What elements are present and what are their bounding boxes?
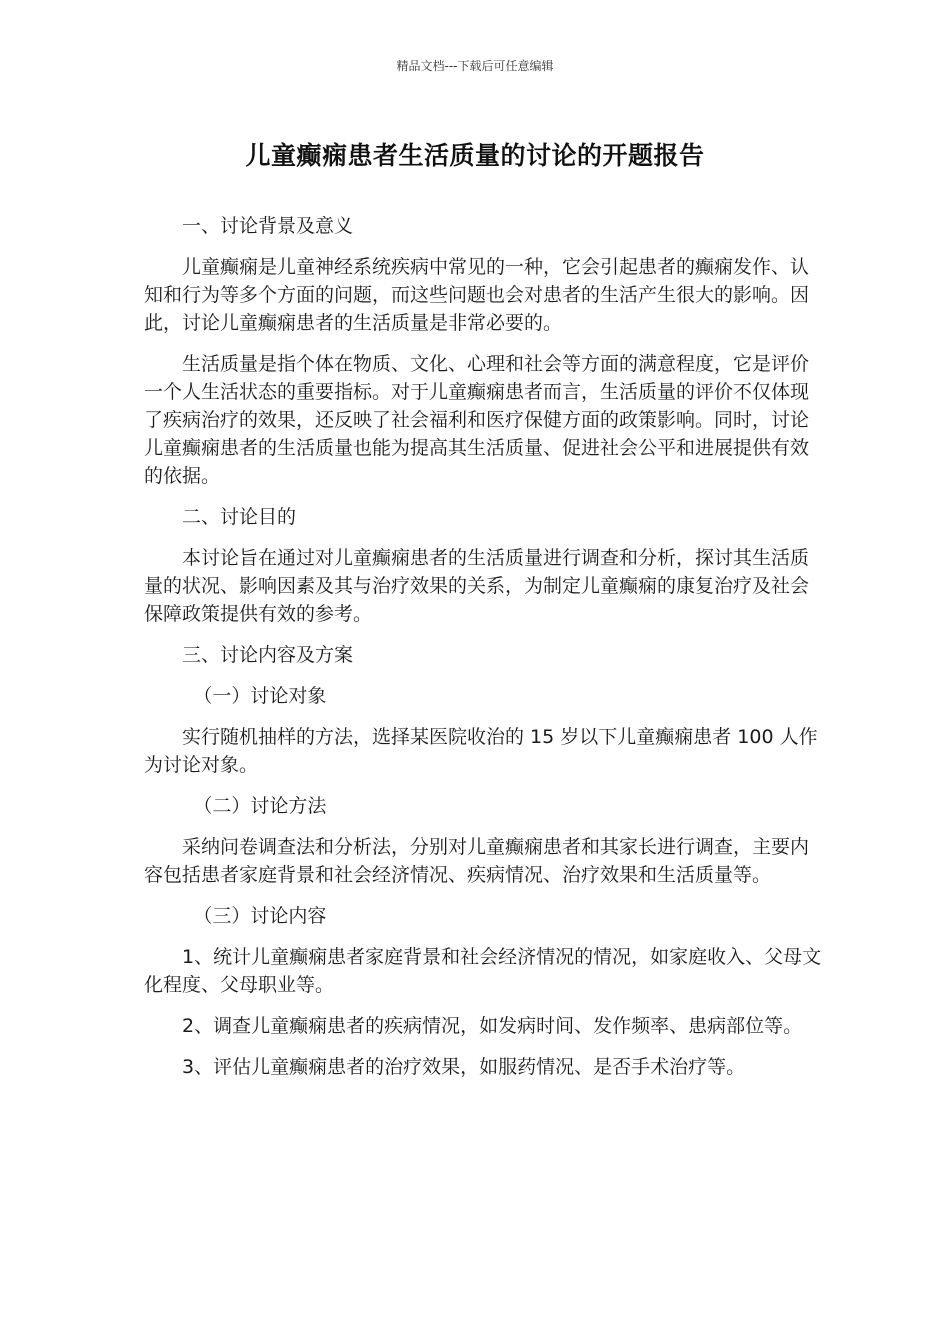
list-item: 2、调查儿童癫痫患者的疾病情况，如发病时间、发作频率、患病部位等。 bbox=[182, 1015, 803, 1037]
header-note: 精品文档---下载后可任意编辑 bbox=[396, 59, 554, 73]
body-paragraph: 实行随机抽样的方法，选择某医院收治的 15 岁以下儿童癫痫患者 100 人作为讨论对象。 bbox=[144, 726, 818, 776]
body-paragraph: 采纳问卷调查法和分析法，分别对儿童癫痫患者和其家长进行调查，主要内容包括患者家庭背景和社会经济情况、疾病情况、治疗效果和生活质量等。 bbox=[144, 836, 810, 886]
list-item: 1、统计儿童癫痫患者家庭背景和社会经济情况的情况，如家庭收入、父母文化程度、父母职业等。 bbox=[144, 946, 822, 996]
list-item: 3、评估儿童癫痫患者的治疗效果，如服药情况、是否手术治疗等。 bbox=[182, 1056, 746, 1078]
section-heading: 三、讨论内容及方案 bbox=[182, 644, 354, 666]
document-body bbox=[144, 212, 824, 1094]
body-paragraph: 生活质量是指个体在物质、文化、心理和社会等方面的满意程度，它是评价一个人生活状态的重要指标。对于儿童癫痫患者而言，生活质量的评价不仅体现了疾病治疗的效果，还反映了社会福利和医疗保健方面的政策影响。同时，讨论儿童癫痫患者的生活质量也能为提高其生活质量、促进社会公平和进展提供有效的依据。 bbox=[144, 353, 810, 487]
subsection-heading: （三）讨论内容 bbox=[193, 905, 327, 927]
page-title: 儿童癫痫患者生活质量的讨论的开题报告 bbox=[245, 141, 705, 170]
body-paragraph: 本讨论旨在通过对儿童癫痫患者的生活质量进行调查和分析，探讨其生活质量的状况、影响因素及其与治疗效果的关系，为制定儿童癫痫的康复治疗及社会保障政策提供有效的参考。 bbox=[144, 547, 810, 625]
section-heading: 二、讨论目的 bbox=[182, 506, 297, 528]
subsection-heading: （二）讨论方法 bbox=[193, 795, 327, 817]
subsection-heading: （一）讨论对象 bbox=[193, 685, 327, 707]
body-paragraph: 儿童癫痫是儿童神经系统疾病中常见的一种，它会引起患者的癫痫发作、认知和行为等多个方面的问题，而这些问题也会对患者的生活产生很大的影响。因此，讨论儿童癫痫患者的生活质量是非常必要的。 bbox=[144, 256, 810, 334]
section-heading: 一、讨论背景及意义 bbox=[182, 215, 354, 237]
